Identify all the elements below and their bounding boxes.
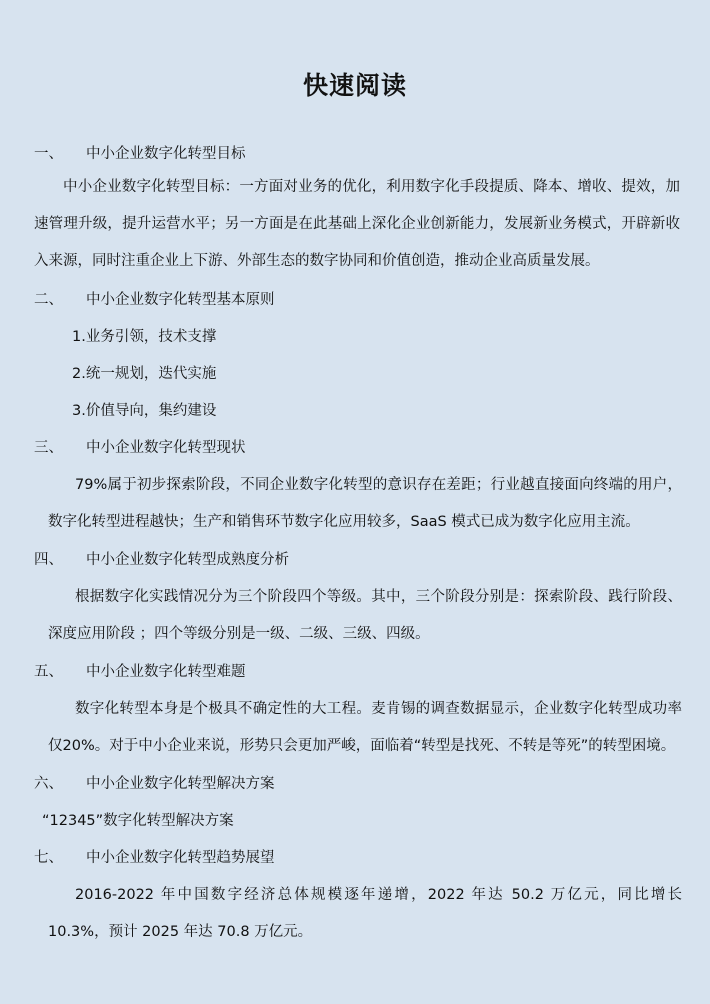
section-5-number: 五、: [34, 664, 63, 680]
section-1-paragraph: 中小企业数字化转型目标：一方面对业务的优化，利用数字化手段提质、降本、增收、提效，加速管理升级，提升运营水平；另一方面是在此基础上深化企业创新能力，发展新业务模式，开辟新收入来源，同时注重企业上下游、外部生态的数字协同和价值创造，推动企业高质量发展。: [34, 179, 680, 269]
section-1-heading: [34, 144, 246, 164]
section-3-heading: [34, 438, 246, 458]
principle-item-3: 3.价值导向，集约建设: [72, 403, 217, 419]
section-1-title: 中小企业数字化转型目标: [86, 146, 246, 162]
principle-item-1: 1.业务引领，技术支撑: [72, 329, 217, 345]
section-4-number: 四、: [34, 552, 63, 568]
section-7-title: 中小企业数字化转型趋势展望: [86, 850, 275, 866]
section-2-heading: [34, 290, 275, 310]
section-4-paragraph: 根据数字化实践情况分为三个阶段四个等级。其中，三个阶段分别是：探索阶段、践行阶段、深度应用阶段 ；四个等级分别是一级、二级、三级、四级。: [48, 589, 682, 642]
section-7-paragraph: 2016-2022 年中国数字经济总体规模逐年递增，2022 年达 50.2 万亿元，同比增长 10.3%，预计 2025 年达 70.8 万亿元。: [48, 887, 682, 940]
section-5-heading: [34, 662, 246, 682]
section-6-number: 六、: [34, 776, 63, 792]
section-3-paragraph: 79%属于初步探索阶段，不同企业数字化转型的意识存在差距；行业越直接面向终端的用户，数字化转型进程越快；生产和销售环节数字化应用较多，SaaS 模式已成为数字化应用主流。: [48, 477, 682, 530]
section-7-number: 七、: [34, 850, 63, 866]
section-7-heading: [34, 848, 275, 868]
section-5-paragraph: 数字化转型本身是个极具不确定性的大工程。麦肯锡的调查数据显示，企业数字化转型成功率仅20%。对于中小企业来说，形势只会更加严峻，面临着“转型是找死、不转是等死”的转型困境。: [48, 701, 682, 754]
section-6-solution-text: “12345”数字化转型解决方案: [42, 813, 234, 829]
section-4-heading: [34, 550, 289, 570]
section-4-title: 中小企业数字化转型成熟度分析: [86, 552, 289, 568]
section-6-title: 中小企业数字化转型解决方案: [86, 776, 275, 792]
section-5-title: 中小企业数字化转型难题: [86, 664, 246, 680]
section-2-title: 中小企业数字化转型基本原则: [86, 292, 275, 308]
section-1-number: 一、: [34, 146, 63, 162]
principle-item-2: 2.统一规划，迭代实施: [72, 366, 217, 382]
section-3-number: 三、: [34, 440, 63, 456]
page-title: 快速阅读: [302, 71, 407, 100]
section-3-title: 中小企业数字化转型现状: [86, 440, 246, 456]
section-6-heading: [34, 774, 275, 794]
section-2-number: 二、: [34, 292, 63, 308]
